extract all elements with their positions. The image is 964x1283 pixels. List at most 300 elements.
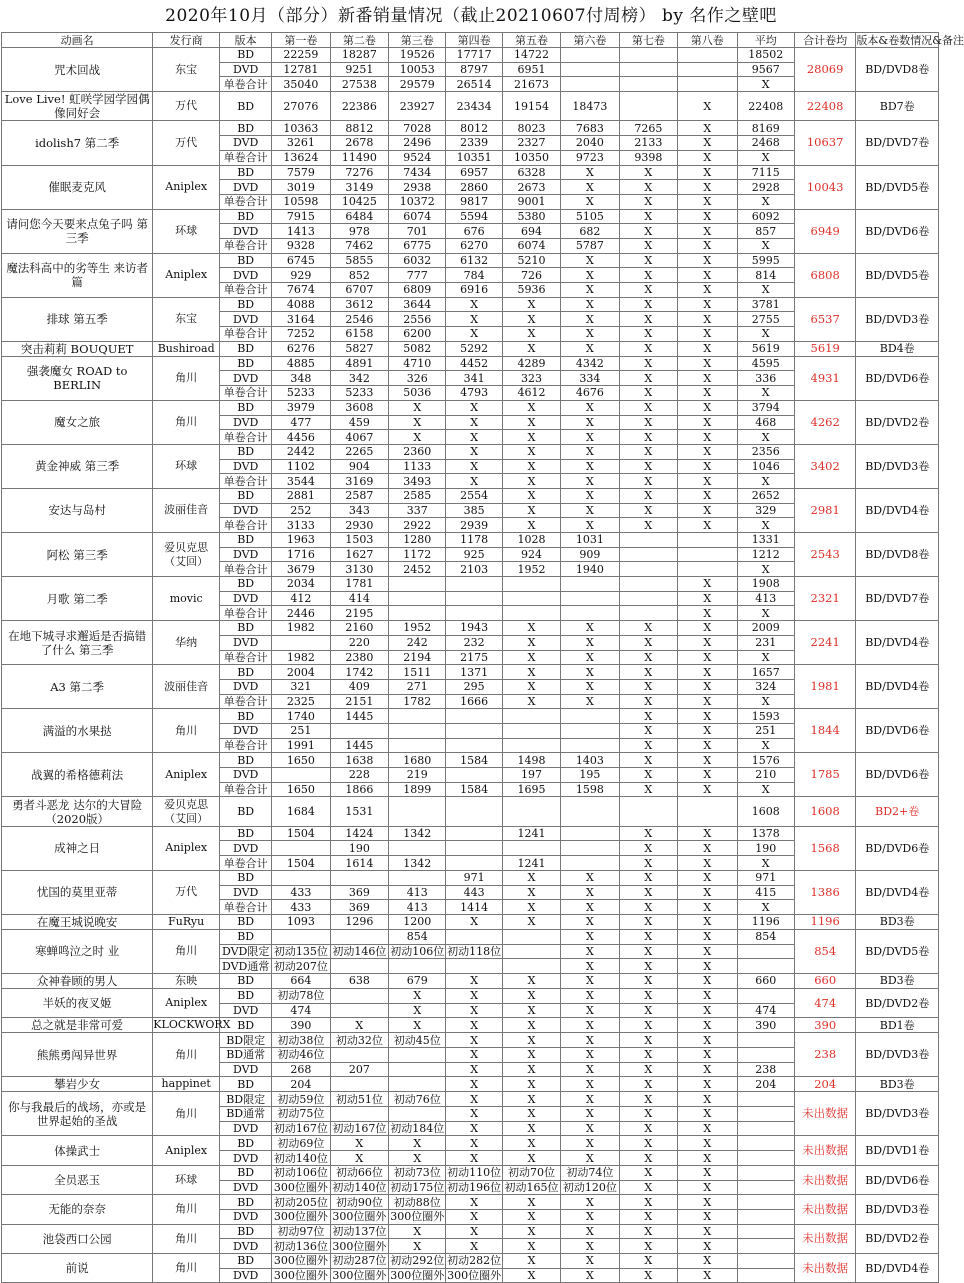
average-value [737, 1165, 794, 1180]
volume-value: 300位圈外 [447, 1269, 502, 1282]
edition-type: DVD [220, 224, 272, 239]
anime-name: 熊熊勇闯异世界 [2, 1033, 153, 1077]
volume-value: 197 [502, 768, 560, 783]
volume-value: 6074 [502, 238, 560, 253]
volume-value: X [678, 944, 737, 959]
edition-type: DVD [220, 1151, 272, 1166]
volume-value: 8023 [502, 121, 560, 136]
edition-type: BD [220, 1165, 272, 1180]
volume-value: 4676 [561, 386, 619, 401]
volume-note: BD3卷 [856, 914, 939, 929]
average-value: X [737, 856, 794, 871]
volume-value: 19154 [502, 92, 560, 121]
volume-note: BD/DVD6卷 [856, 209, 939, 253]
volume-value: X [446, 1077, 502, 1092]
volume-value: X [561, 459, 619, 474]
volume-value: 18287 [330, 48, 388, 63]
volume-value: X [446, 430, 502, 445]
volume-value: 784 [446, 268, 502, 283]
volume-value: X [678, 709, 737, 724]
volume-value: X [561, 283, 619, 298]
anime-name: 在地下城寻求邂逅是否搞错了什么 第三季 [2, 621, 153, 665]
anime-name: 无能的奈奈 [2, 1195, 153, 1224]
volume-value: 7276 [330, 165, 388, 180]
volume-value: 初动196位 [447, 1180, 502, 1194]
volume-value: X [678, 1062, 737, 1077]
publisher: 角川 [153, 1195, 220, 1224]
edition-type: DVD [220, 62, 272, 77]
volume-value: 3679 [272, 562, 330, 577]
total-average: 4262 [794, 400, 856, 444]
volume-value: 9524 [389, 150, 446, 165]
volume-value: 638 [330, 973, 388, 988]
volume-value: X [502, 1107, 560, 1122]
publisher: movic [153, 577, 220, 621]
volume-value: X [502, 1062, 560, 1077]
volume-value: 6132 [446, 253, 502, 268]
volume-value: X [678, 386, 737, 401]
volume-value: X [389, 1003, 446, 1018]
volume-value: X [446, 1062, 502, 1077]
volume-value: X [502, 341, 560, 356]
volume-value: 3612 [330, 297, 388, 312]
volume-value: 1991 [272, 738, 330, 753]
volume-value: X [678, 650, 737, 665]
volume-value: 2585 [389, 488, 446, 503]
publisher: 波丽佳音 [153, 488, 220, 532]
volume-value: X [619, 856, 677, 871]
average-value: 857 [737, 224, 794, 239]
volume-value [389, 723, 446, 738]
volume-value [561, 797, 619, 826]
volume-value [561, 856, 619, 871]
volume-value: X [446, 327, 502, 342]
volume-value: 5827 [330, 341, 388, 356]
volume-note: BD/DVD2卷 [856, 1224, 939, 1253]
average-value: X [737, 327, 794, 342]
publisher: happinet [153, 1077, 220, 1092]
volume-value: 1172 [389, 547, 446, 562]
edition-type: 单卷合计 [220, 238, 272, 253]
volume-note: BD/DVD4卷 [856, 870, 939, 914]
volume-value: 初动46位 [272, 1048, 330, 1063]
edition-type: DVD [220, 591, 272, 606]
volume-value: 初动90位 [330, 1195, 388, 1210]
publisher: 角川 [153, 929, 220, 973]
average-value: 468 [737, 415, 794, 430]
anime-name: 魔女之旅 [2, 400, 153, 444]
volume-value: 初动137位 [330, 1224, 388, 1239]
volume-value: 925 [446, 547, 502, 562]
volume-value: 6270 [446, 238, 502, 253]
volume-value: X [619, 694, 677, 709]
volume-value: X [446, 297, 502, 312]
volume-value: 929 [272, 268, 330, 283]
total-average: 6537 [794, 297, 856, 341]
column-header: 动画名 [2, 33, 153, 48]
volume-note: BD/DVD3卷 [856, 444, 939, 488]
volume-value: X [502, 1121, 560, 1136]
volume-value: 190 [330, 841, 388, 856]
volume-note: BD/DVD8卷 [856, 48, 939, 92]
volume-value: 6328 [502, 165, 560, 180]
volume-note: BD/DVD6卷 [856, 826, 939, 870]
volume-value [678, 547, 737, 562]
volume-value [389, 1062, 446, 1077]
edition-type: BD [220, 1077, 272, 1092]
volume-value: X [678, 165, 737, 180]
volume-value: 369 [330, 885, 388, 900]
volume-value [446, 577, 502, 592]
volume-value: 1371 [446, 665, 502, 680]
publisher: 东宝 [153, 48, 220, 92]
table-row [2, 209, 939, 224]
volume-value: 2339 [446, 136, 502, 151]
total-average: 390 [794, 1018, 856, 1033]
volume-value: 10351 [446, 150, 502, 165]
volume-value: X [446, 1003, 502, 1018]
volume-value [446, 768, 502, 783]
volume-value: X [561, 180, 619, 195]
volume-value [678, 77, 737, 92]
volume-value: X [678, 503, 737, 518]
volume-value: X [678, 1107, 737, 1122]
volume-value: 219 [389, 768, 446, 783]
edition-type: BD [220, 341, 272, 356]
volume-value: 4891 [330, 356, 388, 371]
edition-type: DVD [220, 723, 272, 738]
volume-value: 7434 [389, 165, 446, 180]
volume-value: X [502, 1077, 560, 1092]
publisher: 环球 [153, 209, 220, 253]
average-value: 18502 [737, 48, 794, 63]
edition-type: BD限定 [220, 1033, 272, 1048]
volume-value: 4289 [502, 356, 560, 371]
edition-type: 单卷合计 [220, 283, 272, 298]
table-row [2, 165, 939, 180]
volume-value: X [678, 518, 737, 533]
volume-value: X [619, 841, 677, 856]
average-value [737, 1224, 794, 1239]
volume-value: X [619, 944, 677, 959]
average-value [737, 1048, 794, 1063]
average-value [737, 1268, 794, 1283]
volume-value: X [561, 444, 619, 459]
average-value: X [737, 694, 794, 709]
volume-value: X [502, 312, 560, 327]
volume-value [502, 709, 560, 724]
volume-value: 5233 [330, 386, 388, 401]
volume-value [446, 709, 502, 724]
anime-name: 忧国的莫里亚蒂 [2, 870, 153, 914]
table-row [2, 1224, 939, 1239]
volume-value: X [619, 224, 677, 239]
volume-value [561, 841, 619, 856]
anime-name: 黄金神威 第三季 [2, 444, 153, 488]
anime-name: Love Live! 虹咲学园学园偶像同好会 [2, 92, 153, 121]
edition-type: BD [220, 665, 272, 680]
volume-value: X [678, 900, 737, 915]
total-average: 474 [794, 988, 856, 1017]
volume-value: 初动51位 [330, 1092, 388, 1107]
edition-type: DVD [220, 371, 272, 386]
total-average: 1608 [794, 797, 856, 826]
column-header: 第五卷 [502, 33, 560, 48]
edition-type: BD [220, 121, 272, 136]
volume-value [619, 48, 677, 63]
average-value: 231 [737, 635, 794, 650]
column-header: 第六卷 [561, 33, 619, 48]
volume-note: BD4卷 [856, 341, 939, 356]
volume-value: 4067 [330, 430, 388, 445]
anime-name: 突击莉莉 BOUQUET [2, 341, 153, 356]
volume-value: 1413 [272, 224, 330, 239]
average-value: 22408 [737, 92, 794, 121]
average-value: X [737, 782, 794, 797]
volume-value [561, 709, 619, 724]
edition-type: DVD [220, 547, 272, 562]
edition-type: BD [220, 709, 272, 724]
volume-value: X [446, 1121, 502, 1136]
average-value: X [737, 150, 794, 165]
volume-value: 初动140位 [330, 1180, 388, 1195]
volume-value: 1598 [561, 782, 619, 797]
total-average: 2241 [794, 621, 856, 665]
edition-type: BD [220, 914, 272, 929]
volume-value: 1498 [502, 753, 560, 768]
volume-value [502, 944, 560, 959]
volume-value: 初动88位 [389, 1195, 446, 1210]
volume-value: X [561, 1003, 619, 1018]
volume-value [389, 591, 446, 606]
volume-value: 9001 [502, 194, 560, 209]
volume-value: X [678, 665, 737, 680]
average-value [737, 944, 794, 959]
average-value: 971 [737, 870, 794, 885]
volume-value: X [561, 503, 619, 518]
volume-value: X [446, 1033, 502, 1048]
volume-value: X [678, 959, 737, 974]
total-average: 6808 [794, 253, 856, 297]
volume-value: X [678, 753, 737, 768]
volume-value: X [678, 914, 737, 929]
average-value: 854 [737, 929, 794, 944]
average-value: X [737, 900, 794, 915]
edition-type: BD [220, 488, 272, 503]
volume-value: 5594 [446, 209, 502, 224]
publisher: 爱贝克思（艾回） [153, 797, 220, 826]
edition-type: DVD [220, 1209, 272, 1224]
volume-value [502, 959, 560, 974]
volume-value: 9251 [330, 62, 388, 77]
edition-type: 单卷合计 [220, 518, 272, 533]
edition-type: 单卷合计 [220, 782, 272, 797]
volume-value: X [561, 973, 619, 988]
volume-note: BD/DVD7卷 [856, 121, 939, 165]
volume-value: 2496 [389, 136, 446, 151]
volume-value: 385 [446, 503, 502, 518]
publisher: FuRyu [153, 914, 220, 929]
volume-value: X [446, 988, 502, 1003]
volume-value: 1866 [330, 782, 388, 797]
volume-value [330, 1107, 388, 1122]
volume-note: BD7卷 [856, 92, 939, 121]
volume-note: BD/DVD3卷 [856, 1195, 939, 1224]
volume-value: 334 [561, 371, 619, 386]
volume-value: 1504 [272, 826, 330, 841]
volume-value: X [619, 1107, 677, 1122]
volume-value: 10598 [272, 194, 330, 209]
volume-value [446, 826, 502, 841]
volume-value: 852 [330, 268, 388, 283]
volume-value: 459 [330, 415, 388, 430]
volume-value: X [619, 488, 677, 503]
volume-value: 1952 [502, 562, 560, 577]
edition-type: DVD [220, 1003, 272, 1018]
publisher: KLOCKWORX [153, 1018, 231, 1032]
volume-value: 5105 [561, 209, 619, 224]
volume-value: X [561, 944, 619, 959]
volume-value: 5787 [561, 238, 619, 253]
average-value: 1576 [737, 753, 794, 768]
edition-type: BD [220, 1195, 272, 1210]
volume-value: 5233 [272, 386, 330, 401]
total-average: 未出数据 [794, 1224, 856, 1253]
volume-value: X [678, 1239, 737, 1254]
volume-value: X [619, 253, 677, 268]
volume-value: X [678, 768, 737, 783]
volume-value: 1102 [272, 459, 330, 474]
volume-value: 4710 [389, 356, 446, 371]
volume-value: X [619, 738, 677, 753]
volume-value: 2860 [446, 180, 502, 195]
volume-value: X [561, 885, 619, 900]
volume-value: 10053 [389, 62, 446, 77]
total-average: 1844 [794, 709, 856, 753]
volume-value: 初动45位 [389, 1033, 446, 1048]
volume-value: 7683 [561, 121, 619, 136]
volume-value: X [446, 1092, 502, 1107]
volume-note: BD/DVD7卷 [856, 577, 939, 621]
volume-value [619, 77, 677, 92]
publisher: 角川 [153, 1253, 220, 1282]
volume-value: 初动32位 [330, 1033, 388, 1048]
volume-value: 390 [272, 1018, 330, 1033]
volume-value: 1200 [389, 914, 446, 929]
table-row [2, 621, 939, 636]
volume-value: 300位圈外 [272, 1180, 330, 1195]
table-row [2, 1136, 939, 1151]
volume-value: X [619, 1033, 677, 1048]
volume-value: X [502, 988, 560, 1003]
volume-value: 2673 [502, 180, 560, 195]
publisher: 爱贝克思（艾回） [153, 533, 220, 577]
volume-value [446, 959, 502, 974]
volume-value: 2554 [446, 488, 502, 503]
volume-value: X [561, 1048, 619, 1063]
volume-value: X [678, 474, 737, 489]
volume-value: 1782 [389, 694, 446, 709]
volume-value: X [561, 665, 619, 680]
volume-note: BD/DVD3卷 [856, 1092, 939, 1136]
volume-value: X [678, 400, 737, 415]
volume-value: X [619, 885, 677, 900]
table-row [2, 48, 939, 63]
volume-value [330, 1003, 388, 1018]
volume-value: X [678, 635, 737, 650]
volume-value: X [619, 194, 677, 209]
volume-value [619, 62, 677, 77]
volume-value [272, 929, 330, 944]
volume-value: 2546 [330, 312, 388, 327]
edition-type: DVD限定 [220, 944, 272, 959]
volume-value: X [678, 1033, 737, 1048]
volume-value [446, 591, 502, 606]
average-value: 7115 [737, 165, 794, 180]
volume-value [561, 77, 619, 92]
edition-type: DVD [220, 635, 272, 650]
average-value: X [737, 562, 794, 577]
volume-value [619, 797, 677, 826]
total-average: 4931 [794, 356, 856, 400]
table-row [2, 297, 939, 312]
volume-value [389, 797, 446, 826]
volume-value: X [678, 929, 737, 944]
volume-value: X [561, 268, 619, 283]
volume-value: X [678, 1268, 737, 1283]
publisher: Bushiroad [153, 341, 220, 356]
volume-value: X [619, 312, 677, 327]
volume-value: 326 [389, 371, 446, 386]
volume-value [330, 959, 388, 974]
volume-value: 初动282位 [447, 1254, 502, 1268]
average-value: 814 [737, 268, 794, 283]
publisher: 角川 [153, 400, 220, 444]
volume-value: X [389, 415, 446, 430]
volume-value: 6158 [330, 327, 388, 342]
volume-value: 1952 [389, 621, 446, 636]
total-average: 2321 [794, 577, 856, 621]
volume-value: X [502, 1239, 560, 1254]
volume-value: 1424 [330, 826, 388, 841]
volume-value: 1031 [561, 533, 619, 548]
volume-value: 2881 [272, 488, 330, 503]
volume-value: X [561, 488, 619, 503]
volume-value: X [502, 503, 560, 518]
volume-value: X [502, 1195, 560, 1210]
table-row [2, 665, 939, 680]
volume-note: BD1卷 [856, 1018, 939, 1033]
edition-type: DVD [220, 679, 272, 694]
average-value [737, 1151, 794, 1166]
total-average: 238 [794, 1033, 856, 1077]
volume-note: BD/DVD4卷 [856, 665, 939, 709]
volume-value: X [561, 1239, 619, 1254]
edition-type: BD [220, 1136, 272, 1151]
volume-value: X [502, 1048, 560, 1063]
column-header: 第二卷 [330, 33, 388, 48]
volume-value: 初动287位 [330, 1253, 388, 1268]
volume-value: 413 [389, 885, 446, 900]
volume-value: X [446, 1151, 502, 1166]
average-value: 3781 [737, 297, 794, 312]
volume-value: X [678, 988, 737, 1003]
volume-value: 10363 [272, 121, 330, 136]
volume-value: 2034 [272, 577, 330, 592]
volume-value: X [561, 297, 619, 312]
anime-name: 战翼的希格德莉法 [2, 753, 153, 797]
average-value [737, 1180, 794, 1195]
